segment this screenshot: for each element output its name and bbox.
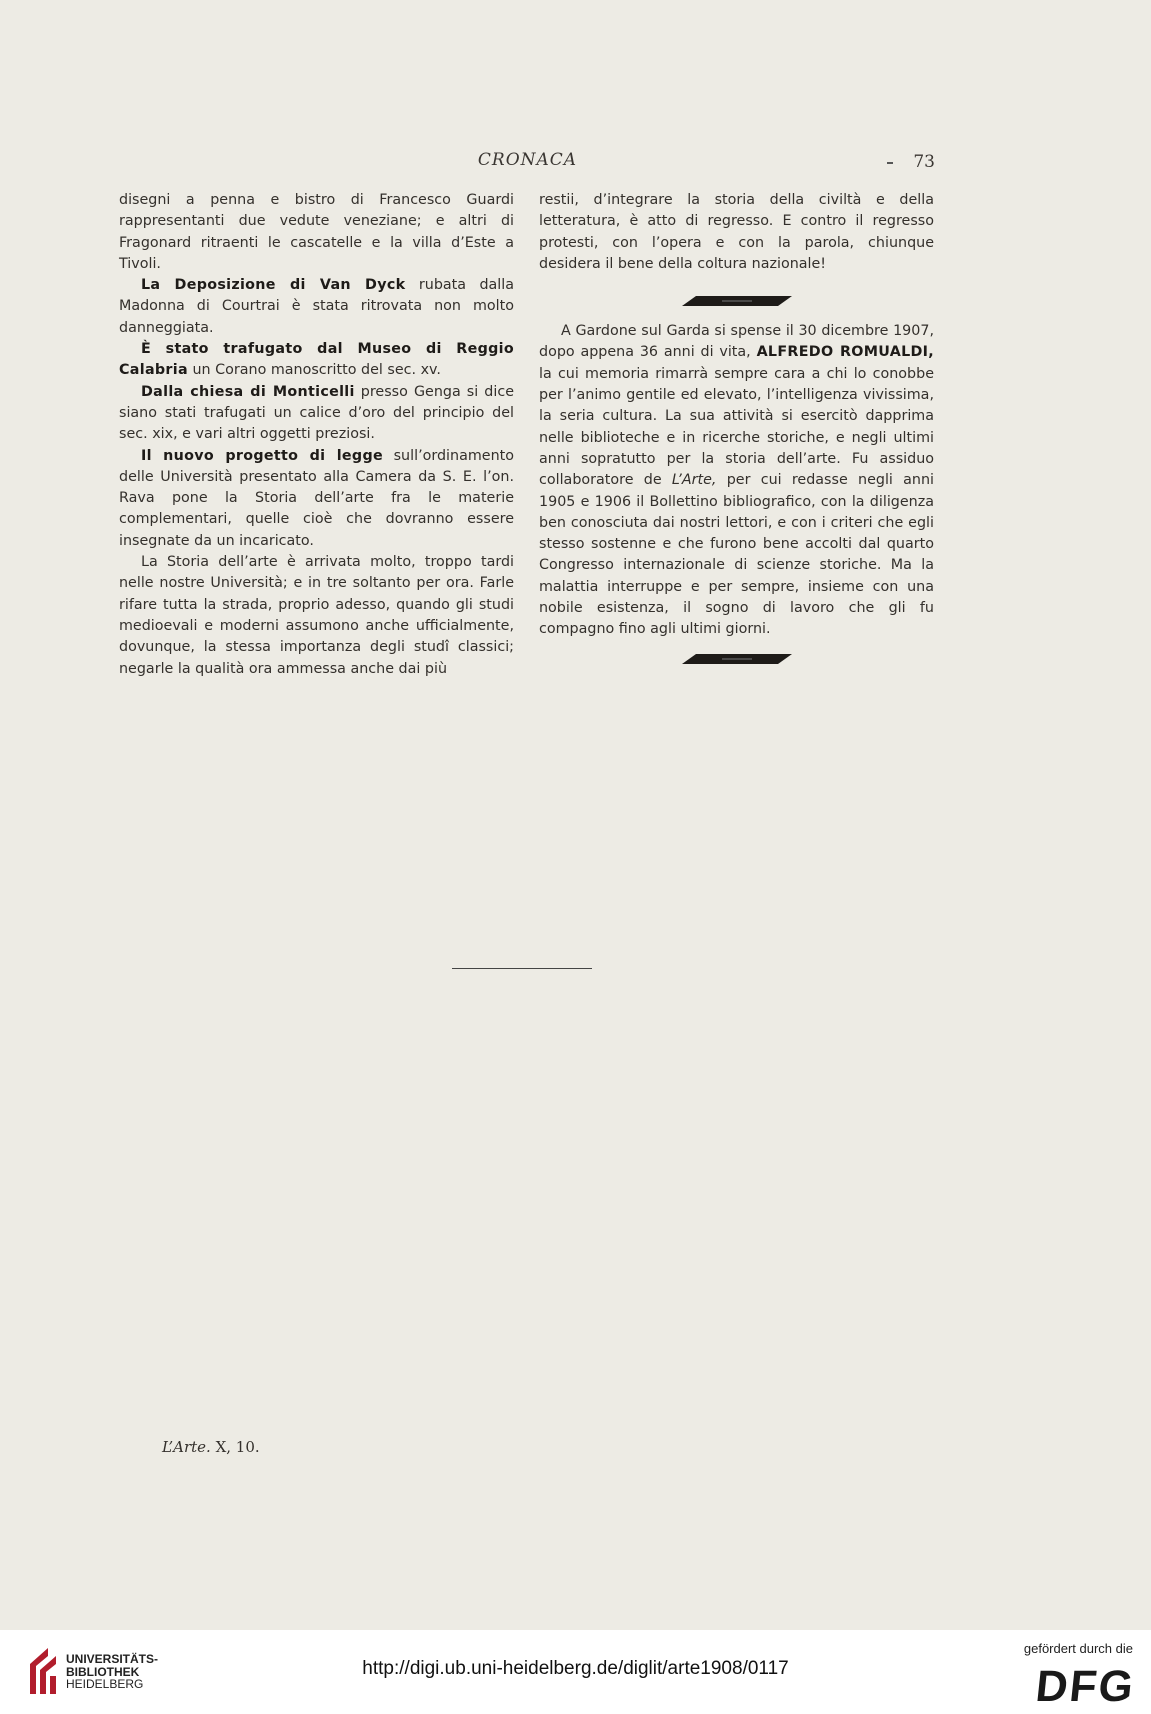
footer-journal: L’Arte.	[162, 1438, 211, 1456]
permalink	[0, 1658, 1151, 1680]
footer-volume: X, 10.	[215, 1438, 260, 1456]
journal-title: L’Arte,	[671, 472, 717, 489]
library-name-line: HEIDELBERG	[66, 1677, 144, 1691]
ornament-divider	[682, 653, 792, 665]
header-mark	[887, 162, 893, 164]
paragraph: disegni a penna e bistro di Francesco Guardi rappresentanti due vedute veneziane; e altri di Fragonard ritraenti le cascatelle e la villa d’Este a Tivoli.	[119, 192, 514, 272]
obituary-paragraph	[539, 321, 934, 640]
paragraph-text: A Gardone sul Garda si spense il 30 dicembre 1907, dopo appena 36 anni di vita,	[539, 323, 934, 361]
signature-line	[162, 1438, 260, 1456]
news-heading: Dalla chiesa di Monticelli	[141, 383, 355, 400]
page-number: 73	[913, 152, 935, 172]
paragraph-text: presso Genga si dice siano stati trafugati un calice d’oro del principio del sec. xix, e vari altri oggetti preziosi.	[119, 383, 515, 443]
paragraph-text: per cui redasse negli anni 1905 e 1906 il Bollettino bibliografico, con la diligenza ben conosciuta dai nostri lettori, e con i criteri che egli stesso sostenne e che furono bene accolti dal quarto Congresso internazionale di scienze storiche. Ma la malattia interruppe e per sempre, insieme con una nobile esistenza, il sogno di lavoro che gli fu compagno fino agli ultimi giorni.	[539, 472, 935, 638]
paragraph	[119, 275, 514, 339]
paragraph: restii, d’integrare la storia della civiltà e della letteratura, è atto di regresso. E contro il regresso protesti, con l’opera e con la parola, chiunque desidera il bene della coltura nazionale!	[539, 192, 934, 272]
ornament-divider	[682, 295, 792, 307]
paragraph-text: rubata dalla Madonna di Courtrai è stata ritrovata non molto danneggiata.	[119, 277, 514, 336]
permalink-link[interactable]: http://digi.ub.uni-heidelberg.de/diglit/arte1908/0117	[362, 1658, 789, 1679]
paragraph-text: la cui memoria rimarrà sempre cara a chi lo conobbe per l’animo gentile ed elevato, l’intelligenza vivissima, la seria cultura. La sua attività si esercitò dapprima nelle biblioteche e in ricerche storiche, e negli ultimi anni sopratutto per la storia dell’arte. Fu assiduo collaboratore de	[539, 365, 934, 489]
funded-by-label: gefördert durch die	[1023, 1641, 1133, 1656]
news-heading: La Deposizione di Van Dyck	[141, 277, 406, 294]
dfg-logo: DFG	[1033, 1662, 1138, 1711]
page-title: CRONACA	[477, 150, 578, 170]
news-heading: Il nuovo progetto di legge	[141, 447, 383, 464]
left-column	[119, 190, 514, 680]
person-name: ALFREDO ROMUALDI,	[756, 344, 935, 361]
library-name-line: BIBLIOTHEK	[66, 1664, 140, 1679]
paragraph-text: un Corano manoscritto del sec. xv.	[192, 362, 441, 379]
paragraph-text: sull’ordinamento delle Università presentato alla Camera da S. E. l’on. Rava pone la Storia dell’arte fra le materie complementari, quelle cioè che dovranno essere insegnate da un incaricato.	[119, 447, 514, 549]
right-column	[539, 190, 934, 679]
running-header	[120, 150, 935, 180]
section-rule	[452, 968, 592, 969]
paragraph	[119, 446, 514, 552]
paragraph	[119, 339, 514, 382]
paragraph: La Storia dell’arte è arrivata molto, troppo tardi nelle nostre Università; e in tre soltanto per ora. Farle rifare tutta la strada, proprio adesso, quando gli studi medioevali e moderni assumono anche ufficialmente, dovunque, la stessa importanza degli studî classici; negarle la qualità ora ammessa anche dai più	[119, 554, 514, 677]
library-name-line: UNIVERSITÄTS-	[66, 1652, 159, 1666]
news-heading: È stato trafugato dal Museo di Reggio Calabria	[119, 341, 514, 379]
paragraph	[119, 382, 514, 446]
